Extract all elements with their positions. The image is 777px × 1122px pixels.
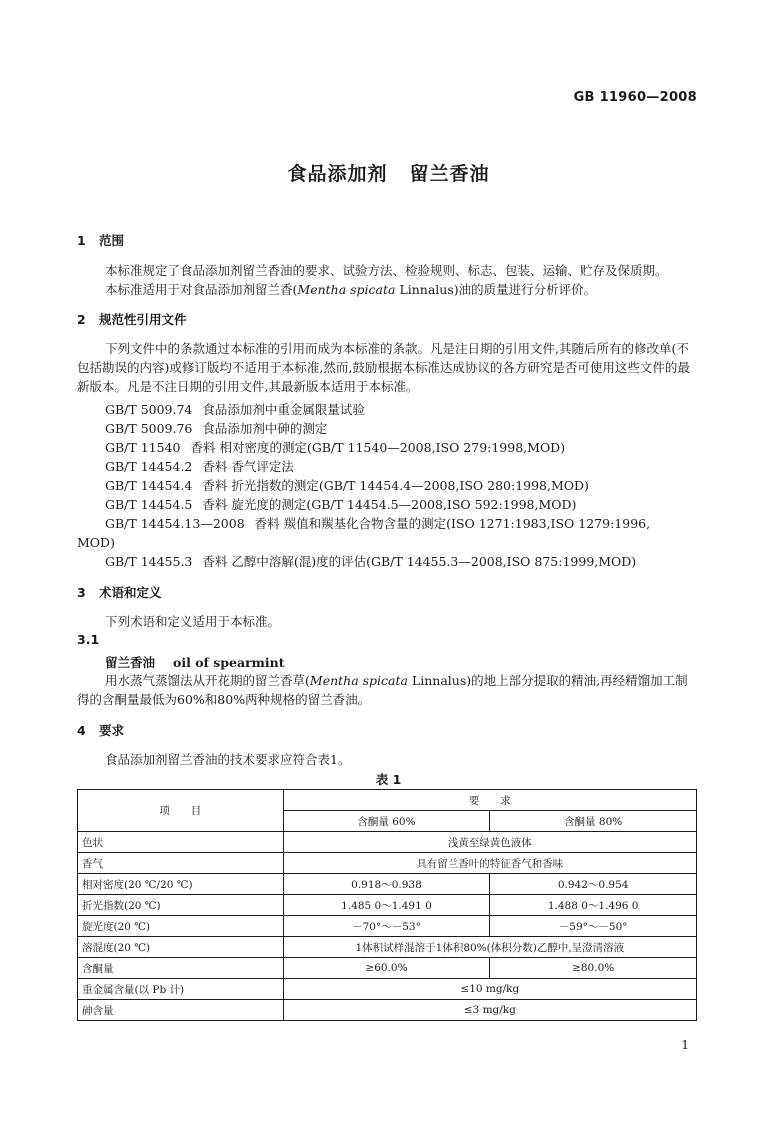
section-1-paragraph-2: 本标准适用于对食品添加剂留兰香(Mentha spicata Linnalus)油的质量进行分析评价。	[105, 282, 597, 297]
reference-item: GB/T 14454.2 香料 香气评定法	[105, 459, 294, 474]
table-row: 香气 具有留兰香叶的特征香气和香味	[78, 853, 697, 874]
reference-item: GB/T 14454.13—2008 香料 羰值和羰基化合物含量的测定(ISO 1271:1983,ISO 1279:1996,	[105, 516, 651, 531]
term-heading	[105, 653, 285, 671]
header-requirements: 要 求	[283, 790, 696, 811]
table-row: 溶混度(20 ℃) 1体积试样混溶于1体积80%(体积分数)乙醇中,呈澄清溶液	[78, 937, 697, 958]
reference-item: GB/T 14454.5 香料 旋光度的测定(GB/T 14454.5—2008,ISO 592:1998,MOD)	[105, 497, 577, 512]
term-chinese: 留兰香油	[105, 655, 156, 670]
reference-item-continuation: MOD)	[77, 535, 115, 550]
section-2-intro: 下列文件中的条款通过本标准的引用而成为本标准的条款。凡是注日期的引用文件,其随后所有的修改单(不包括勘误的内容)或修订版均不适用于本标准,然而,鼓励根据本标准达成协议的各方研究是否可使用这些文件的最新版本。凡是不注日期的引用文件,其最新版本适用于本标准。	[77, 341, 690, 394]
table-row: 含酮量 ≥60.0% ≥80.0%	[78, 958, 697, 979]
table-row: 旋光度(20 ℃) －70°～－53° －59°～－50°	[78, 916, 697, 937]
table-row: 重金属含量(以 Pb 计) ≤10 mg/kg	[78, 979, 697, 1000]
reference-item: GB/T 14454.4 香料 折光指数的测定(GB/T 14454.4—2008,ISO 280:1998,MOD)	[105, 478, 589, 493]
reference-item: GB/T 11540 香料 相对密度的测定(GB/T 11540—2008,ISO 279:1998,MOD)	[105, 440, 566, 455]
table-caption: 表 1	[375, 772, 402, 787]
title-part-1: 食品添加剂	[287, 163, 388, 185]
requirements-table	[77, 789, 697, 1021]
reference-item: GB/T 5009.76 食品添加剂中砷的测定	[105, 421, 328, 436]
reference-item: GB/T 14455.3 香料 乙醇中溶解(混)度的评估(GB/T 14455.3—2008,ISO 875:1999,MOD)	[105, 554, 637, 569]
term-definition: 用水蒸气蒸馏法从开花期的留兰香草(Mentha spicata Linnalus)的地上部分提取的精油,再经精馏加工制得的含酮量最低为60%和80%两种规格的留兰香油。	[77, 673, 688, 707]
table-row: 砷含量 ≤3 mg/kg	[78, 1000, 697, 1021]
section-1-paragraph-1: 本标准规定了食品添加剂留兰香油的要求、试验方法、检验规则、标志、包装、运输、贮存及保质期。	[105, 263, 668, 278]
section-4-intro: 食品添加剂留兰香油的技术要求应符合表1。	[105, 752, 351, 767]
section-2-heading: 2 规范性引用文件	[77, 312, 187, 327]
table-row: 折光指数(20 ℃) 1.485 0～1.491 0 1.488 0～1.496 0	[78, 895, 697, 916]
term-english: oil of spearmint	[173, 655, 285, 670]
table-row: 相对密度(20 ℃/20 ℃) 0.918～0.938 0.942～0.954	[78, 874, 697, 895]
header-ketone-80: 含酮量 80%	[490, 811, 697, 832]
reference-item: GB/T 5009.74 食品添加剂中重金属限量试验	[105, 402, 365, 417]
term-number: 3.1	[77, 632, 100, 647]
section-1-heading: 1 范围	[77, 233, 125, 248]
standard-code: GB 11960—2008	[573, 90, 697, 105]
header-ketone-60: 含酮量 60%	[283, 811, 490, 832]
table-row: 色状 浅黄至绿黄色液体	[78, 832, 697, 853]
section-3-heading: 3 术语和定义	[77, 585, 162, 600]
title-part-2: 留兰香油	[409, 163, 490, 185]
document-title	[0, 159, 777, 186]
section-4-heading: 4 要求	[77, 723, 125, 738]
page-number: 1	[681, 1038, 689, 1052]
header-item: 项 目	[78, 790, 284, 832]
section-3-intro: 下列术语和定义适用于本标准。	[105, 614, 281, 629]
